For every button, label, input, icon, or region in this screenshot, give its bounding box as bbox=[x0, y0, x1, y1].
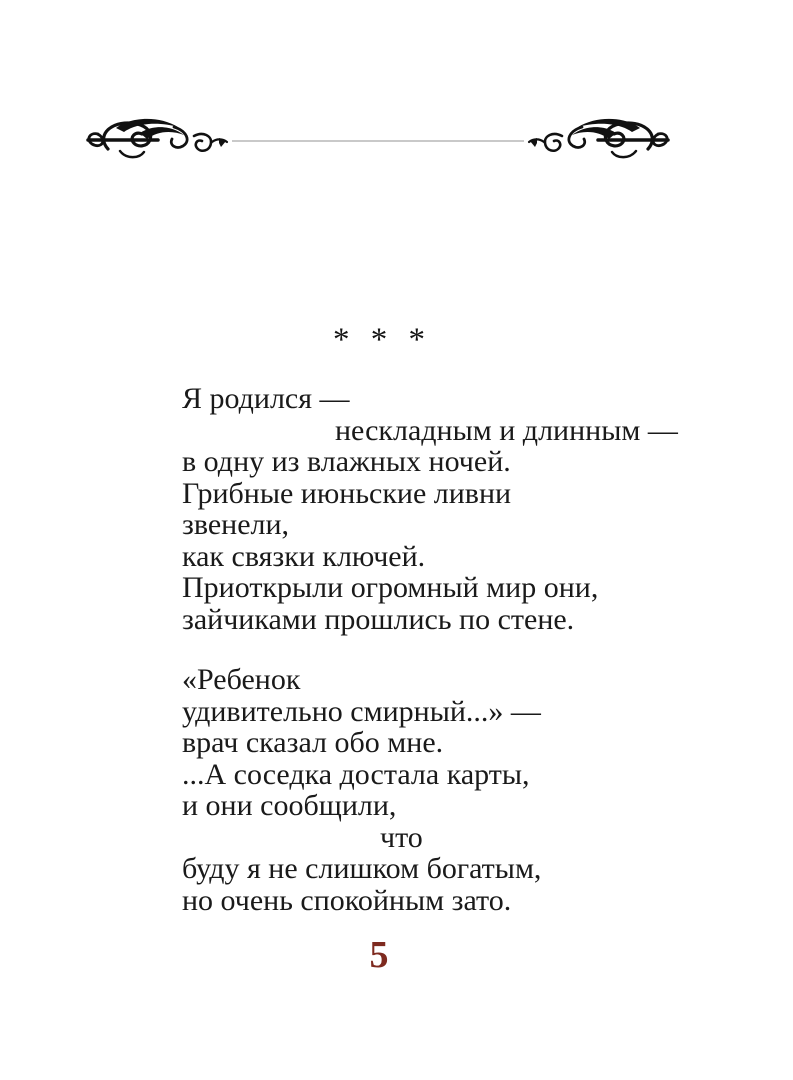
poem bbox=[182, 383, 742, 916]
poem-line: «Ребенок bbox=[182, 663, 301, 696]
poem-line: как связки ключей. bbox=[182, 539, 426, 573]
poem-line: и они сообщили, bbox=[182, 789, 397, 822]
poem-line: Грибные июньские ливни bbox=[182, 476, 512, 510]
poem-line: буду я не слишком богатым, bbox=[182, 852, 542, 885]
header-ornament bbox=[86, 114, 670, 166]
poem-line: звенели, bbox=[182, 508, 290, 541]
stanza-1 bbox=[182, 383, 742, 635]
flourish-right-icon bbox=[524, 114, 670, 166]
poem-line: что bbox=[380, 820, 423, 854]
stanza-2 bbox=[182, 664, 742, 916]
poem-line: Я родился — bbox=[182, 382, 350, 415]
poem-line: но очень спокойным зато. bbox=[182, 883, 512, 917]
poem-line: в одну из влажных ночей. bbox=[182, 445, 511, 478]
poem-line: врач сказал обо мне. bbox=[182, 726, 444, 759]
poem-line: ...А соседка достала карты, bbox=[182, 757, 530, 791]
ornament-rule bbox=[232, 140, 524, 142]
page-number: 5 bbox=[369, 934, 389, 976]
poem-line: зайчиками прошлись по стене. bbox=[182, 602, 575, 636]
poem-line: нескладным и длинным — bbox=[335, 413, 678, 447]
flourish-left-icon bbox=[86, 114, 232, 166]
stanza-separator: * * * bbox=[333, 322, 425, 358]
poem-line: Приоткрыли огромный мир они, bbox=[182, 571, 599, 604]
poem-line: удивительно смирный...» — bbox=[182, 694, 541, 728]
